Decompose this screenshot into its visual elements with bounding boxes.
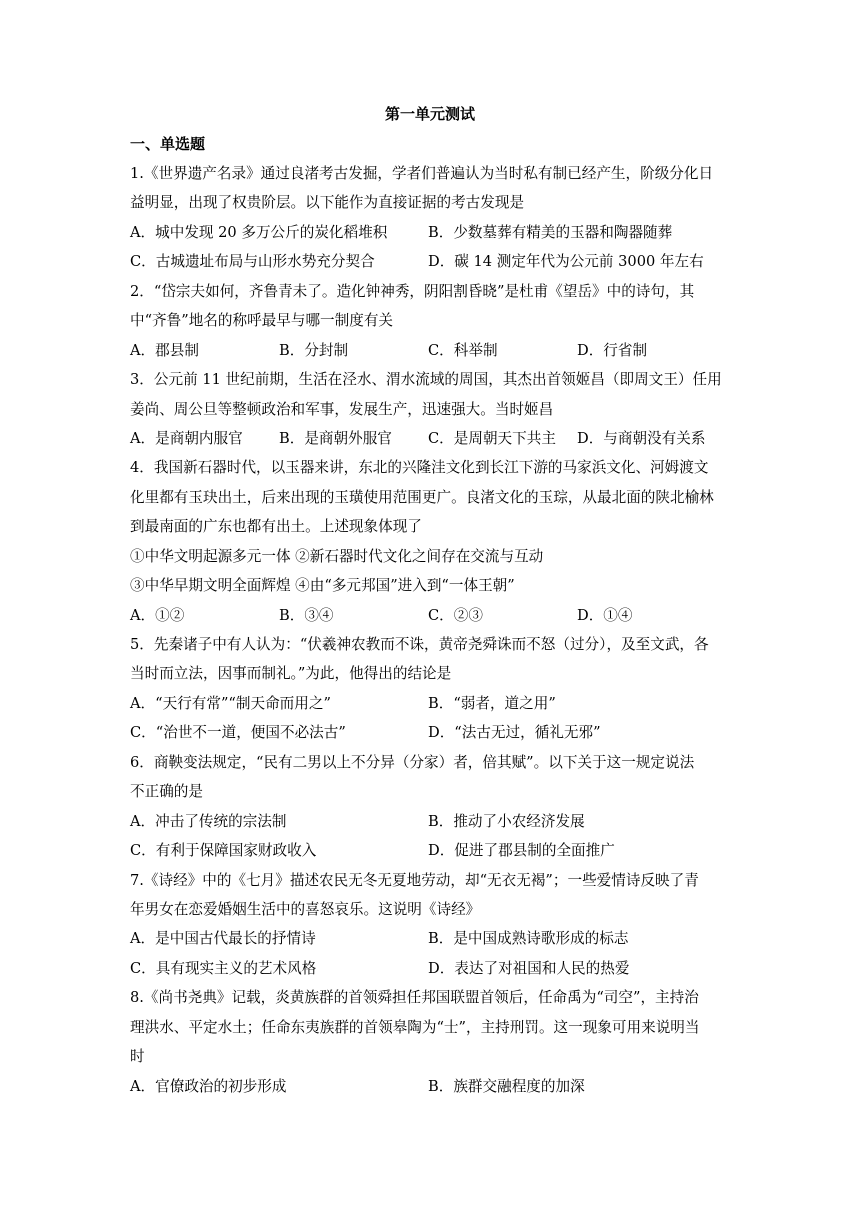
option-c: C．有利于保障国家财政收入 — [130, 842, 317, 860]
option-a: A．是商朝内服官 — [130, 429, 243, 447]
option-row — [130, 718, 734, 747]
option-row — [130, 1072, 734, 1101]
page-title: 第一单元测试 — [384, 105, 475, 123]
question-text-line: 8.《尚书尧典》记载，炎黄族群的首领舜担任邦国联盟首领后，任命禹为“司空”，主持治 — [130, 989, 699, 1007]
option-d: D．碳 14 测定年代为公元前 3000 年左右 — [428, 253, 704, 271]
option-d: D．①④ — [577, 606, 633, 624]
question-text-line: 当时而立法，因事而制礼。”为此，他得出的结论是 — [130, 665, 452, 683]
option-row — [130, 424, 734, 453]
option-d: D．表达了对祖国和人民的热爱 — [428, 959, 630, 977]
question-4 — [130, 453, 734, 630]
option-b: B．族群交融程度的加深 — [428, 1077, 585, 1095]
option-row — [130, 807, 734, 836]
option-a: A．“天行有常”“制天命而用之” — [130, 694, 331, 712]
option-c: C．“治世不一道，便国不必法古” — [130, 724, 346, 742]
question-text-line: 中“齐鲁”地名的称呼最早与哪一制度有关 — [130, 312, 394, 330]
option-b: B．少数墓葬有精美的玉器和陶器随葬 — [428, 223, 673, 241]
option-c: C．具有现实主义的艺术风格 — [130, 959, 317, 977]
question-7 — [130, 866, 734, 984]
question-text-line: 年男女在恋爱婚姻生活中的喜怒哀乐。这说明《诗经》 — [130, 900, 481, 918]
option-c: C．是周朝天下共主 — [428, 429, 556, 447]
question-text-line: 5．先秦诸子中有人认为：“伏羲神农教而不诛，黄帝尧舜诛而不怒（过分），及至文武，各 — [130, 636, 709, 653]
option-row — [130, 689, 734, 718]
question-8 — [130, 983, 734, 1101]
option-d: D．促进了郡县制的全面推广 — [428, 842, 615, 860]
option-b: B．③④ — [279, 606, 334, 624]
option-c: C．古城遗址布局与山形水势充分契合 — [130, 253, 375, 271]
option-c: C．科举制 — [428, 341, 498, 359]
option-row — [130, 601, 734, 630]
option-b: B．“弱者，道之用” — [428, 694, 556, 712]
question-text-line: 6．商鞅变法规定，“民有二男以上不分异（分家）者，倍其赋”。以下关于这一规定说法 — [130, 753, 695, 771]
option-d: D．“法古无过，循礼无邪” — [428, 724, 601, 742]
option-d: D．行省制 — [577, 341, 648, 359]
option-b: B．推动了小农经济发展 — [428, 812, 585, 830]
question-text-line: 7.《诗经》中的《七月》描述农民无冬无夏地劳动，却“无衣无褐”；一些爱情诗反映了青 — [130, 871, 699, 889]
option-row — [130, 247, 734, 276]
question-text-line: 姜尚、周公旦等整顿政治和军事，发展生产，迅速强大。当时姬昌 — [130, 400, 554, 418]
question-3 — [130, 365, 734, 453]
option-row — [130, 336, 734, 365]
question-text-line: 理洪水、平定水土；任命东夷族群的首领皋陶为“士”，主持刑罚。这一现象可用来说明当 — [130, 1018, 700, 1036]
statement-line: ①中华文明起源多元一体 ②新石器时代文化之间存在交流与互动 — [130, 547, 544, 565]
question-text-line: 2．“岱宗夫如何，齐鲁青未了。造化钟神秀，阴阳割昏晓”是杜甫《望岳》中的诗句，其 — [130, 282, 695, 300]
option-d: D．与商朝没有关系 — [577, 429, 706, 447]
question-text-line: 时 — [130, 1048, 145, 1066]
option-c: C．②③ — [428, 606, 483, 624]
question-text-line: 3．公元前 11 世纪前期，生活在泾水、渭水流域的周国，其杰出首领姬昌（即周文王）任用 — [130, 371, 722, 389]
question-text-line: 益明显，出现了权贵阶层。以下能作为直接证据的考古发现是 — [130, 194, 525, 212]
option-a: A．是中国古代最长的抒情诗 — [130, 930, 316, 948]
option-a: A．冲击了传统的宗法制 — [130, 812, 287, 830]
option-row — [130, 954, 734, 983]
option-a: A．官僚政治的初步形成 — [130, 1077, 287, 1095]
option-b: B．是商朝外服官 — [279, 429, 392, 447]
option-row — [130, 924, 734, 953]
question-5 — [130, 630, 734, 748]
option-b: B．是中国成熟诗歌形成的标志 — [428, 930, 629, 948]
statement-line: ③中华早期文明全面辉煌 ④由“多元邦国”进入到“一体王朝” — [130, 577, 515, 595]
question-6 — [130, 748, 734, 866]
option-row — [130, 218, 734, 247]
question-text-line: 不正确的是 — [130, 783, 203, 801]
question-text-line: 4．我国新石器时代，以玉器来讲，东北的兴隆洼文化到长江下游的马家浜文化、河姆渡文 — [130, 459, 709, 477]
question-text-line: 化里都有玉玦出土，后来出现的玉璜使用范围更广。良渚文化的玉琮，从最北面的陕北榆林 — [130, 488, 714, 506]
option-b: B．分封制 — [279, 341, 349, 359]
question-text-line: 到最南面的广东也都有出土。上述现象体现了 — [130, 518, 422, 536]
option-row — [130, 836, 734, 865]
question-1 — [130, 159, 734, 277]
question-2 — [130, 277, 734, 365]
option-a: A．①② — [130, 606, 185, 624]
question-text-line: 1.《世界遗产名录》通过良渚考古发掘，学者们普遍认为当时私有制已经产生，阶级分化日 — [130, 165, 714, 182]
question-list — [130, 159, 734, 1101]
option-a: A．城中发现 20 多万公斤的炭化稻堆积 — [130, 223, 388, 241]
section-heading: 一、单选题 — [130, 135, 206, 153]
option-a: A．郡县制 — [130, 341, 199, 359]
